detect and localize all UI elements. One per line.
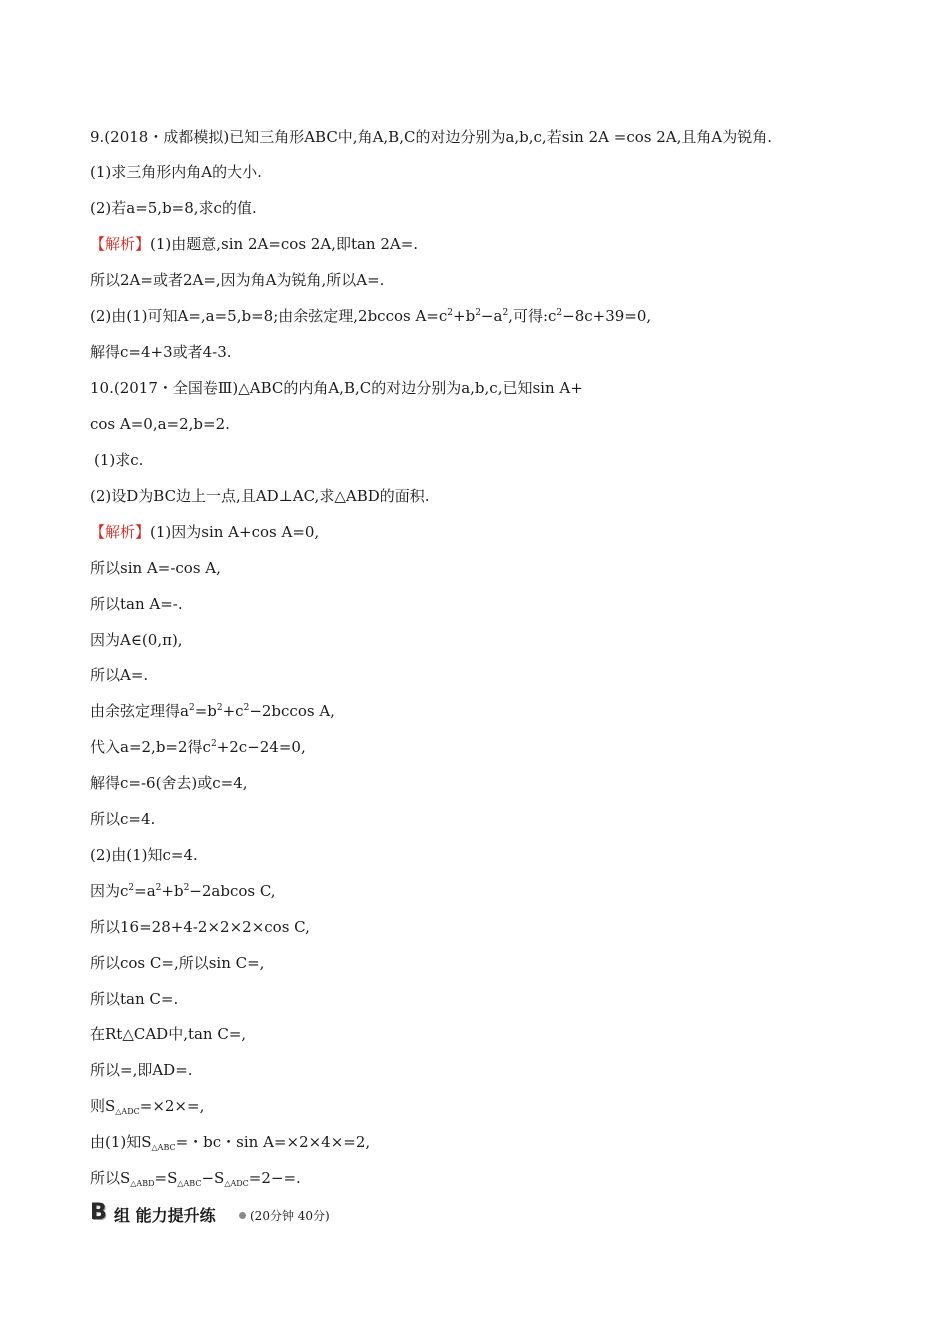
section-title: 组 能力提升练 — [114, 1206, 216, 1225]
q10-solution-line-2: 所以sin A=-cos A, — [90, 559, 221, 577]
decorative-dot-icon — [239, 1212, 246, 1219]
q10-solution-line-18: 由(1)知$S_{\triangle ABC}=$・bc・sin A=×2×4×=2, — [90, 1133, 371, 1152]
q9-part2: (2)若a=5,b=8,求c的值. — [90, 199, 257, 217]
q10-part1: (1)求c. — [94, 451, 144, 469]
q10-stem-line-2: cos A=0,a=2,b=2. — [90, 415, 230, 433]
q9-solution-line-3: (2)由(1)可知A=,a=5,b=8;由余弦定理,2bccos $A=c^2+b^2-a^2$,可得$:c^2-8c+39=0$, — [90, 307, 652, 325]
q10-solution-line-8: 解得c=-6(舍去)或c=4, — [90, 774, 248, 792]
q10-solution-line-19: 所以$S_{\triangle ABD}=S_{\triangle ABC}-S_{\triangle ADC}=2-=$. — [90, 1169, 301, 1188]
q9-solution-line-1 — [90, 234, 418, 254]
q10-part2: (2)设D为BC边上一点,且AD⊥AC,求△ABD的面积. — [90, 487, 430, 505]
q10-solution-line-3: 所以tan A=-. — [90, 595, 183, 613]
section-header-b — [90, 1199, 390, 1227]
q9-sol1: (1)由题意,sin 2A=cos 2A,即tan 2A=. — [150, 235, 419, 253]
analysis-tag: 【解析】 — [90, 235, 151, 253]
q9-solution-line-4: 解得c=4+3或者4-3. — [90, 343, 232, 361]
analysis-tag: 【解析】 — [90, 523, 151, 541]
section-time-score: (20分钟 40分) — [250, 1209, 330, 1223]
q10-stem-line-1: 10.(2017・全国卷Ⅲ)△ABC的内角A,B,C的对边分别为a,b,c,已知sin A+ — [90, 379, 583, 397]
q10-solution-line-16: 所以=,即AD=. — [90, 1061, 193, 1079]
q10-solution-line-4: 因为A∈(0,π), — [90, 631, 183, 649]
q10-solution-line-10: (2)由(1)知c=4. — [90, 846, 198, 864]
q9-part1: (1)求三角形内角A的大小. — [90, 163, 262, 181]
q10-solution-line-17: 则$S_{\triangle ADC}=\times 2\times=$, — [90, 1097, 205, 1116]
q10-solution-line-12: 所以16=28+4-2×2×2×cos C, — [90, 918, 310, 936]
q10-solution-line-15: 在Rt△CAD中,tan C=, — [90, 1025, 247, 1043]
q9-solution-line-2: 所以2A=或者2A=,因为角A为锐角,所以A=. — [90, 271, 385, 289]
q10-solution-line-9: 所以c=4. — [90, 810, 156, 828]
q10-solution-line-7: 代入a=2,b=2得$c^2+2c-24=0$, — [90, 738, 306, 756]
b-group-icon: B — [90, 1200, 107, 1225]
q10-solution-line-5: 所以A=. — [90, 666, 149, 684]
q9-stem: 9.(2018・成都模拟)已知三角形ABC中,角A,B,C的对边分别为a,b,c,若sin 2A =cos 2A,且角A为锐角. — [90, 128, 772, 146]
q10-solution-line-14: 所以tan C=. — [90, 990, 179, 1008]
q10-solution-line-6: 由余弦定理得$a^2=b^2+c^2-2bccos$ A, — [90, 702, 335, 720]
q10-solution-line-13: 所以cos C=,所以sin C=, — [90, 954, 265, 972]
q10-solution-line-11: 因为$c^2=a^2+b^2-2abcos$ C, — [90, 882, 276, 900]
q10-solution-line-1: 【解析】(1)因为sin A+cos A=0, — [90, 523, 320, 541]
